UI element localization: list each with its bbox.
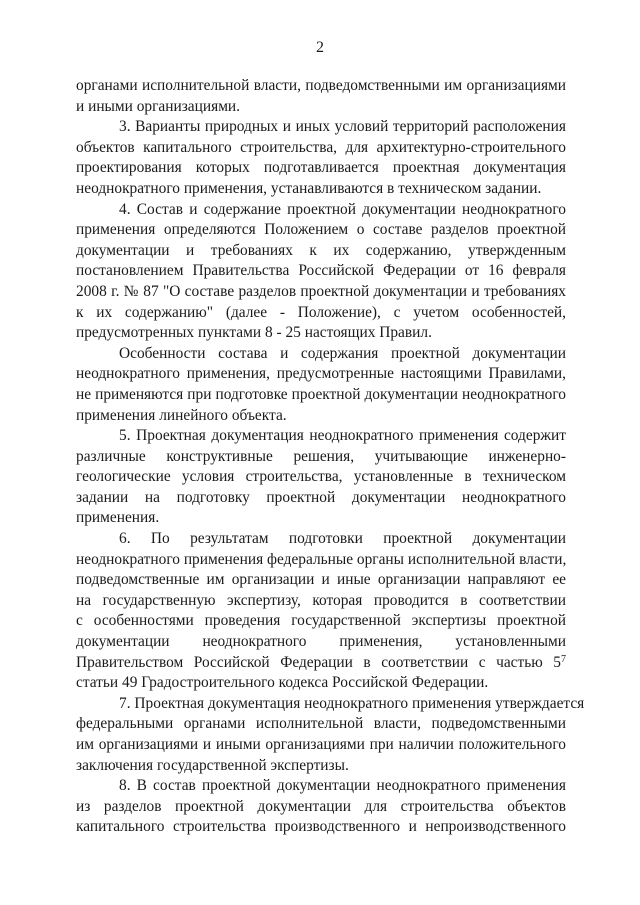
- text-line: с особенностями проведения государственной экспертизы проектной: [76, 612, 566, 630]
- text-line: капитального строительства производственного и непроизводственного: [76, 818, 566, 836]
- text-line: различные конструктивные решения, учитывающие инженерно-: [76, 447, 566, 465]
- text-line: постановлением Правительства Российской Федерации от 16 февраля: [76, 262, 566, 280]
- page-number: 2: [316, 39, 324, 56]
- paragraph-item-7: [76, 694, 585, 776]
- text-line: 2008 г. № 87 "О составе разделов проектной документации и требованиях: [76, 282, 566, 300]
- text-line: подведомственные им организации и иные организации направляют ее: [76, 571, 566, 589]
- text-line: статьи 49 Градостроительного кодекса Российской Федерации.: [76, 674, 489, 692]
- text-line: геологические условия строительства, установленные в техническом: [76, 468, 566, 486]
- text-line: документации и требованиях к их содержанию, утвержденным: [76, 241, 566, 259]
- text-line: применения определяются Положением о составе разделов проектной: [76, 221, 566, 239]
- text-line: им организациями и иными организациями при наличии положительного: [76, 736, 566, 753]
- text-line: предусмотренных пунктами 8 - 25 настоящих Правил.: [76, 324, 432, 342]
- text-line-content: Правительством Российской Федерации в соответствии с частью 5: [76, 653, 561, 671]
- text-line: 7. Проектная документация неоднократного применения утверждается: [119, 694, 585, 712]
- text-line: документации неоднократного применения, установленными: [76, 633, 566, 651]
- paragraph-features: [76, 344, 566, 426]
- paragraph-item-5: [76, 426, 566, 529]
- text-line: применения.: [76, 509, 160, 527]
- text-line: задании на подготовку проектной документации неоднократного: [76, 488, 566, 506]
- paragraph-item-4: [76, 200, 566, 344]
- text-line: неоднократного применения, устанавливаются в техническом задании.: [76, 179, 542, 197]
- text-line: 3. Варианты природных и иных условий территорий расположения: [119, 118, 566, 136]
- superscript-marker: 7: [561, 653, 566, 665]
- text-line: из разделов проектной документации для строительства объектов: [76, 797, 566, 815]
- text-line: 5. Проектная документация неоднократного применения содержит: [119, 427, 566, 445]
- text-line: 8. В состав проектной документации неоднократного применения: [119, 777, 566, 795]
- text-line: 4. Состав и содержание проектной документации неоднократного: [119, 200, 566, 218]
- paragraph-continuation: [76, 76, 566, 117]
- text-line: к их содержанию" (далее - Положение), с учетом особенностей,: [76, 303, 566, 321]
- paragraph-item-3: [76, 117, 566, 199]
- text-line: Особенности состава и содержания проектной документации: [119, 344, 566, 362]
- text-line: неоднократного применения, предусмотренные настоящими Правилами,: [76, 365, 566, 383]
- text-line: применения линейного объекта.: [76, 406, 287, 424]
- text-line: на государственную экспертизу, которая проводится в соответствии: [76, 591, 566, 609]
- text-line: и иными организациями.: [76, 97, 241, 115]
- document-body: [76, 76, 585, 838]
- text-line: заключения государственной экспертизы.: [76, 756, 349, 774]
- text-line: федеральными органами исполнительной власти, подведомственными: [76, 715, 566, 733]
- text-line-with-superscript: [76, 653, 566, 674]
- text-line: проектирования которых подготавливается проектная документация: [76, 159, 566, 177]
- text-line: органами исполнительной власти, подведомственными им организациями: [76, 77, 566, 94]
- text-line: не применяются при подготовке проектной документации неоднократного: [76, 385, 566, 403]
- paragraph-item-8: [76, 776, 566, 838]
- text-line: 6. По результатам подготовки проектной документации: [119, 530, 566, 548]
- paragraph-item-6: [76, 529, 566, 694]
- text-line: объектов капитального строительства, для архитектурно-строительного: [76, 138, 566, 156]
- text-line: неоднократного применения федеральные органы исполнительной власти,: [76, 550, 567, 568]
